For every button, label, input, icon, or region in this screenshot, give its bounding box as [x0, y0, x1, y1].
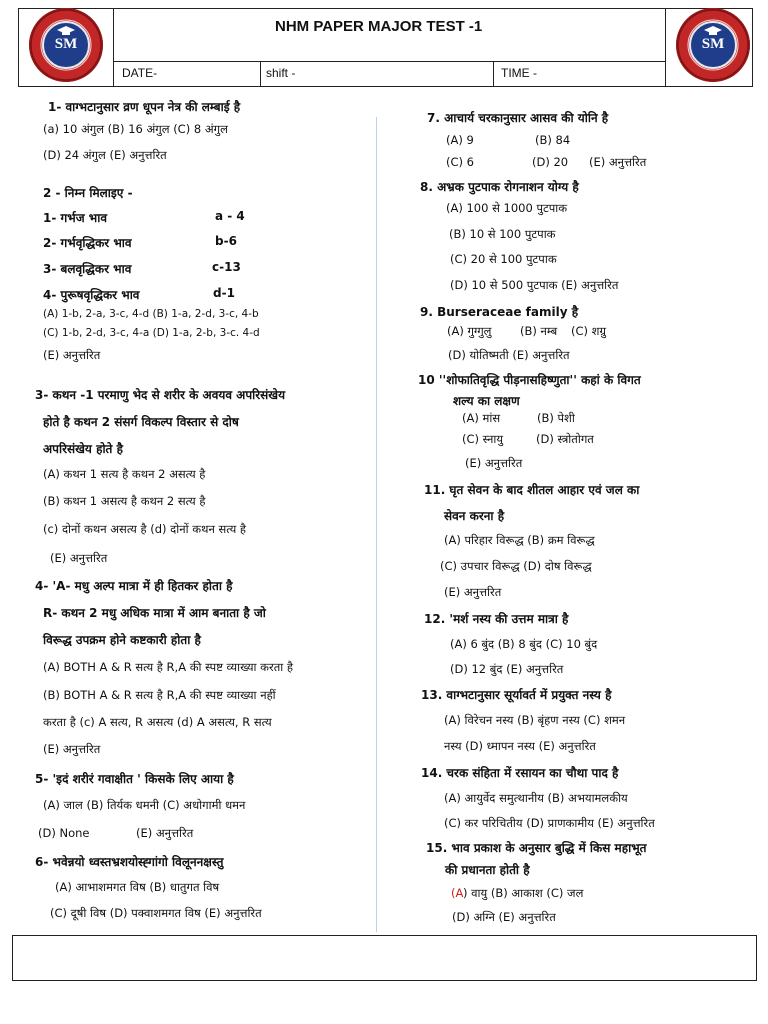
- question-8-options: (B) 10 से 100 पुटपाक: [449, 227, 556, 241]
- question-6-options: (A) आभाशमगत विष (B) धातुगत विष: [55, 880, 220, 894]
- question-10-options: (B) पेशी: [537, 411, 575, 425]
- question-9-options: (B) नम्ब: [520, 324, 558, 338]
- question-3-options: (c) दोनों कथन असत्य है (d) दोनों कथन सत्य है: [43, 522, 247, 536]
- question-7-options: (C) 6: [446, 155, 474, 169]
- question-9-options: (C) शग्रु: [571, 324, 606, 338]
- question-10: शल्य का लक्षण: [453, 394, 520, 408]
- question-15: 15. भाव प्रकाश के अनुसार बुद्धि में किस महाभूत: [426, 841, 647, 855]
- question-8: 8. अभ्रक पुटपाक रोगनाशन योग्य है: [420, 180, 579, 194]
- question-7: 7. आचार्य चरकानुसार आसव की योनि है: [427, 111, 609, 125]
- match-item: a - 4: [215, 209, 245, 223]
- question-3: 3- कथन -1 परमाणु भेद से शरीर के अवयव अपरिसंखेय: [35, 388, 286, 402]
- question-11-options: (C) उपचार विरूद्ध (D) दोष विरूद्ध: [440, 559, 592, 573]
- match-item: c-13: [212, 260, 241, 274]
- question-3-options: (A) कथन 1 सत्य है कथन 2 असत्य है: [43, 467, 206, 481]
- question-3-options: (B) कथन 1 असत्य है कथन 2 सत्य है: [43, 494, 206, 508]
- page-title: NHM PAPER MAJOR TEST -1: [275, 18, 483, 35]
- logo-emblem: [42, 21, 90, 69]
- question-2: 2 - निम्न मिलाइए -: [43, 186, 133, 200]
- question-4: विरूद्ध उपक्रम होने कष्टकारी होता है: [43, 633, 201, 647]
- question-2-options: (A) 1-b, 2-a, 3-c, 4-d (B) 1-a, 2-d, 3-c, 4-b: [43, 308, 259, 320]
- column-divider: [376, 117, 377, 932]
- question-15: की प्रधानता होती है: [445, 863, 530, 877]
- question-4-options: (E) अनुत्तरित: [43, 742, 101, 756]
- question-3-options: (E) अनुत्तरित: [50, 551, 108, 565]
- question-13-options: (A) विरेचन नस्य (B) बृंहण नस्य (C) शमन: [444, 713, 626, 727]
- question-8-options: (A) 100 से 1000 पुटपाक: [446, 201, 568, 215]
- time-field-label: TIME -: [501, 66, 537, 80]
- logo-initials: SM: [701, 36, 725, 52]
- header-divider: [260, 61, 261, 87]
- question-11-options: (E) अनुत्तरित: [444, 585, 502, 599]
- question-4: 4- 'A- मधु अल्प मात्रा में ही हितकर होता है: [35, 579, 233, 593]
- header-divider: [113, 8, 114, 87]
- logo-emblem: [689, 21, 737, 69]
- question-9-options: (A) गुग्गुलु: [447, 324, 492, 338]
- question-2-options: (E) अनुत्तरित: [43, 348, 101, 362]
- question-7-options: (A) 9: [446, 133, 474, 147]
- question-9-options: (D) योतिष्मती (E) अनुत्तरित: [448, 348, 570, 362]
- question-11: 11. घृत सेवन के बाद शीतल आहार एवं जल का: [424, 483, 640, 497]
- footer-box: [12, 935, 757, 981]
- question-15-options: (D) अग्नि (E) अनुत्तरित: [452, 910, 556, 924]
- institute-logo: [29, 8, 103, 82]
- question-2-options: (C) 1-b, 2-d, 3-c, 4-a (D) 1-a, 2-b, 3-c. 4-d: [43, 327, 260, 339]
- question-1-options: (D) 24 अंगुल (E) अनुत्तरित: [43, 148, 167, 162]
- header-divider: [665, 8, 666, 87]
- question-5-options: (D) None: [38, 826, 90, 840]
- question-7-options: (E) अनुत्तरित: [589, 155, 647, 169]
- question-4-options: करता है (c) A सत्य, R असत्य (d) A असत्य, R सत्य: [43, 715, 272, 729]
- question-4: R- कथन 2 मधु अधिक मात्रा में आम बनाता है जो: [43, 606, 266, 620]
- question-6-options: (C) दूषी विष (D) पक्वाशमगत विष (E) अनुत्तरित: [50, 906, 262, 920]
- question-5-options: (E) अनुत्तरित: [136, 826, 194, 840]
- match-item: d-1: [213, 286, 235, 300]
- question-5: 5- 'इदं शरीरं गवाक्षीत ' किसके लिए आया है: [35, 772, 234, 786]
- question-15-options: ) वायु (B) आकाश (C) जल: [463, 886, 584, 900]
- question-4-options: (A) BOTH A & R सत्य है R,A की स्पष्ट व्याख्या करता है: [43, 660, 294, 674]
- question-7-options: (B) 84: [535, 133, 571, 147]
- question-8-options: (D) 10 से 500 पुटपाक (E) अनुत्तरित: [450, 278, 619, 292]
- question-10-options: (D) स्त्रोतोगत: [536, 432, 594, 446]
- question-6: 6- भवेन्नयो ध्वस्तभ्रशयोस्ह्गांगो विलूननक्षस्तु: [35, 855, 224, 869]
- logo-initials: SM: [54, 36, 78, 52]
- match-item: 3- बलवृद्धिकर भाव: [43, 262, 132, 276]
- question-4-options: (B) BOTH A & R सत्य है R,A की स्पष्ट व्याख्या नहीं: [43, 688, 276, 702]
- question-10-options: (C) स्नायु: [462, 432, 504, 446]
- question-10-options: (A) मांस: [462, 411, 501, 425]
- question-3: अपरिसंखेय होते है: [43, 442, 123, 456]
- question-1: 1- वाग्भटानुसार व्रण धूपन नेत्र की लम्बाई है: [48, 100, 241, 114]
- question-11-options: (A) परिहार विरूद्ध (B) क्रम विरूद्ध: [444, 533, 595, 547]
- question-10: 10 ''शोफातिवृद्धि पीड़नासहिष्णुता'' कहां के विगत: [418, 373, 641, 387]
- question-10-options: (E) अनुत्तरित: [465, 456, 523, 470]
- question-7-options: (D) 20: [532, 155, 569, 169]
- header-divider: [113, 61, 665, 62]
- question-13-options: नस्य (D) ध्मापन नस्य (E) अनुत्तरित: [444, 739, 596, 753]
- header-divider: [493, 61, 494, 87]
- question-12: 12. 'मर्श नस्य की उत्तम मात्रा है: [424, 612, 569, 626]
- question-1-options: (a) 10 अंगुल (B) 16 अंगुल (C) 8 अंगुल: [43, 122, 228, 136]
- question-9: 9. Burseraceae family है: [420, 305, 579, 319]
- institute-logo: [676, 8, 750, 82]
- question-14: 14. चरक संहिता में रसायन का चौथा पाद है: [421, 766, 619, 780]
- question-12-options: (A) 6 बुंद (B) 8 बुंद (C) 10 बुंद: [450, 637, 598, 651]
- match-item: 4- पुरूषवृद्धिकर भाव: [43, 288, 140, 302]
- question-14-options: (C) कर परिचितीय (D) प्राणकामीय (E) अनुत्तरित: [444, 816, 655, 830]
- date-field-label: DATE-: [122, 66, 158, 80]
- question-12-options: (D) 12 बुंद (E) अनुत्तरित: [450, 662, 564, 676]
- question-3: होते है कथन 2 संसर्ग विकल्प विस्तार से दोष: [43, 415, 239, 429]
- match-item: 2- गर्भवृद्धिकर भाव: [43, 236, 132, 250]
- shift-field-label: shift -: [266, 66, 296, 80]
- match-item: b-6: [215, 234, 237, 248]
- question-5-options: (A) जाल (B) तिर्यक धमनी (C) अधोगामी धमन: [43, 798, 246, 812]
- question-13: 13. वाग्भटानुसार सूर्यावर्त में प्रयुक्त नस्य है: [421, 688, 612, 702]
- question-11: सेवन करना है: [444, 509, 505, 523]
- match-item: 1- गर्भज भाव: [43, 211, 107, 225]
- question-8-options: (C) 20 से 100 पुटपाक: [450, 252, 557, 266]
- question-15-options: (A: [451, 886, 464, 900]
- question-14-options: (A) आयुर्वेद समुत्थानीय (B) अभयामलकीय: [444, 791, 628, 805]
